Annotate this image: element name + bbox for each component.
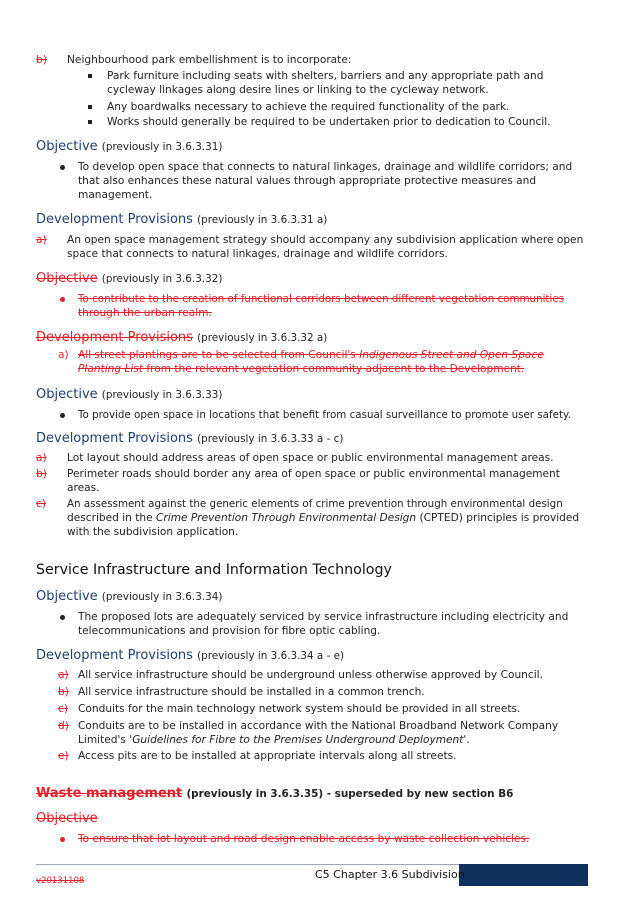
paragraph-text: [67, 511, 579, 525]
text-run: Limited's ': [78, 734, 133, 746]
square-bullet-icon: [88, 105, 92, 109]
development-provisions-heading: [36, 648, 344, 664]
paragraph-text: areas.: [67, 482, 100, 494]
list-marker: b): [36, 468, 47, 480]
paragraph-text: Neighbourhood park embellishment is to incorporate:: [67, 54, 352, 66]
paragraph-text: Conduits for the main technology network system should be provided in all streets.: [78, 703, 521, 715]
heading-reference: (previously in 3.6.3.33 a - c): [197, 433, 344, 445]
heading-title: Objective: [36, 589, 98, 604]
list-marker: b): [36, 54, 47, 66]
heading-title: Development Provisions: [36, 212, 193, 227]
list-marker: d): [58, 720, 69, 732]
paragraph-text: Perimeter roads should border any area of open space or public environmental management: [67, 468, 560, 480]
list-item-text: Any boardwalks necessary to achieve the required functionality of the park.: [107, 101, 510, 113]
heading-reference: (previously in 3.6.3.31 a): [197, 214, 328, 226]
heading-reference: (previously in 3.6.3.33): [101, 389, 223, 401]
list-item-text: that also enhances these natural values through appropriate protective measures and: [78, 175, 537, 187]
text-run: described in the: [67, 512, 156, 524]
development-provisions-heading: [36, 212, 327, 228]
text-run: '.: [463, 734, 470, 746]
list-marker: a): [58, 349, 69, 361]
bullet-icon: [60, 297, 65, 302]
list-marker: e): [58, 750, 69, 762]
list-item-text: To contribute to the creation of functional corridors between different vegetation communities: [78, 293, 565, 305]
paragraph-text: An assessment against the generic elements of crime prevention through environmental design: [67, 498, 563, 510]
list-item-text: To ensure that lot layout and road design enable access by waste collection vehicles.: [78, 833, 530, 845]
text-run-italic: Planting List: [78, 363, 143, 375]
square-bullet-icon: [88, 74, 92, 78]
footer-title: C5 Chapter 3.6 Subdivision: [315, 868, 465, 881]
bullet-icon: [60, 837, 65, 842]
objective-heading-deleted: [36, 811, 98, 827]
development-provisions-heading-deleted: [36, 330, 327, 346]
heading-title: Development Provisions: [36, 648, 193, 663]
footer-color-bar: [459, 864, 588, 886]
heading-reference: (previously in 3.6.3.32): [101, 273, 223, 285]
list-item-text: To develop open space that connects to natural linkages, drainage and wildlife corridors; and: [78, 161, 573, 173]
square-bullet-icon: [88, 120, 92, 124]
list-item-text: cycleway linkages along desire lines or linking to the cycleway network.: [107, 84, 489, 96]
paragraph-text: All service infrastructure should be installed in a common trench.: [78, 686, 425, 698]
paragraph-text: [78, 733, 470, 747]
text-run: from the relevant vegetation community adjacent to the Development.: [142, 363, 525, 375]
section-heading: Service Infrastructure and Information Technology: [36, 562, 392, 578]
list-item-text: To provide open space in locations that benefit from casual surveillance to promote user safety.: [78, 409, 571, 421]
bullet-icon: [60, 413, 65, 418]
heading-title: Waste management: [36, 786, 183, 801]
text-run: All street plantings are to be selected from Council's: [78, 349, 360, 361]
heading-reference: (previously in 3.6.3.35) - superseded by new section B6: [186, 788, 514, 800]
paragraph-text: with the subdivision application.: [67, 526, 239, 538]
paragraph-text: space that connects to natural linkages, drainage and wildlife corridors.: [67, 248, 448, 260]
heading-reference: (previously in 3.6.3.31): [101, 141, 223, 153]
list-item-text: The proposed lots are adequately serviced by service infrastructure including electricity and: [78, 611, 569, 623]
development-provisions-heading: [36, 431, 343, 447]
objective-heading: [36, 589, 222, 605]
list-marker: a): [36, 452, 47, 464]
heading-title: Objective: [36, 811, 98, 826]
list-marker: b): [58, 686, 69, 698]
paragraph-text: Conduits are to be installed in accordance with the National Broadband Network Company: [78, 720, 559, 732]
objective-heading: [36, 139, 222, 155]
list-item-text: telecommunications and provision for fibre optic cabling.: [78, 625, 381, 637]
heading-reference: (previously in 3.6.3.32 a): [197, 332, 328, 344]
heading-title: Objective: [36, 387, 98, 402]
list-marker: c): [58, 703, 68, 715]
list-marker: c): [36, 498, 46, 510]
paragraph-text: All service infrastructure should be underground unless otherwise approved by Council.: [78, 669, 543, 681]
heading-title: Objective: [36, 139, 98, 154]
paragraph-text: An open space management strategy should accompany any subdivision application where open: [67, 234, 584, 246]
objective-heading-deleted: [36, 271, 222, 287]
text-run: (CPTED) principles is provided: [416, 512, 580, 524]
paragraph-text: Access pits are to be installed at appropriate intervals along all streets.: [78, 750, 457, 762]
heading-title: Development Provisions: [36, 330, 193, 345]
list-marker: a): [36, 234, 47, 246]
waste-management-heading: [36, 785, 513, 802]
text-run-italic: Indigenous Street and Open Space: [359, 349, 544, 361]
paragraph-text: [78, 362, 524, 376]
list-item-text: management.: [78, 189, 153, 201]
heading-reference: (previously in 3.6.3.34 a - e): [197, 650, 345, 662]
text-run-italic: Crime Prevention Through Environmental Design: [156, 512, 417, 524]
bullet-icon: [60, 615, 65, 620]
list-marker: a): [58, 669, 69, 681]
bullet-icon: [60, 165, 65, 170]
objective-heading: [36, 387, 222, 403]
paragraph-text: Lot layout should address areas of open space or public environmental management areas.: [67, 452, 554, 464]
text-run-italic: Guidelines for Fibre to the Premises Underground Deployment: [132, 734, 464, 746]
heading-title: Objective: [36, 271, 98, 286]
heading-reference: (previously in 3.6.3.34): [101, 591, 223, 603]
list-item-text: through the urban realm.: [78, 307, 212, 319]
footer-version: v20131108: [36, 876, 85, 886]
list-item-text: Works should generally be required to be undertaken prior to dedication to Council.: [107, 116, 551, 128]
heading-title: Development Provisions: [36, 431, 193, 446]
list-item-text: Park furniture including seats with shelters, barriers and any appropriate path and: [107, 70, 544, 82]
paragraph-text: [78, 348, 544, 362]
